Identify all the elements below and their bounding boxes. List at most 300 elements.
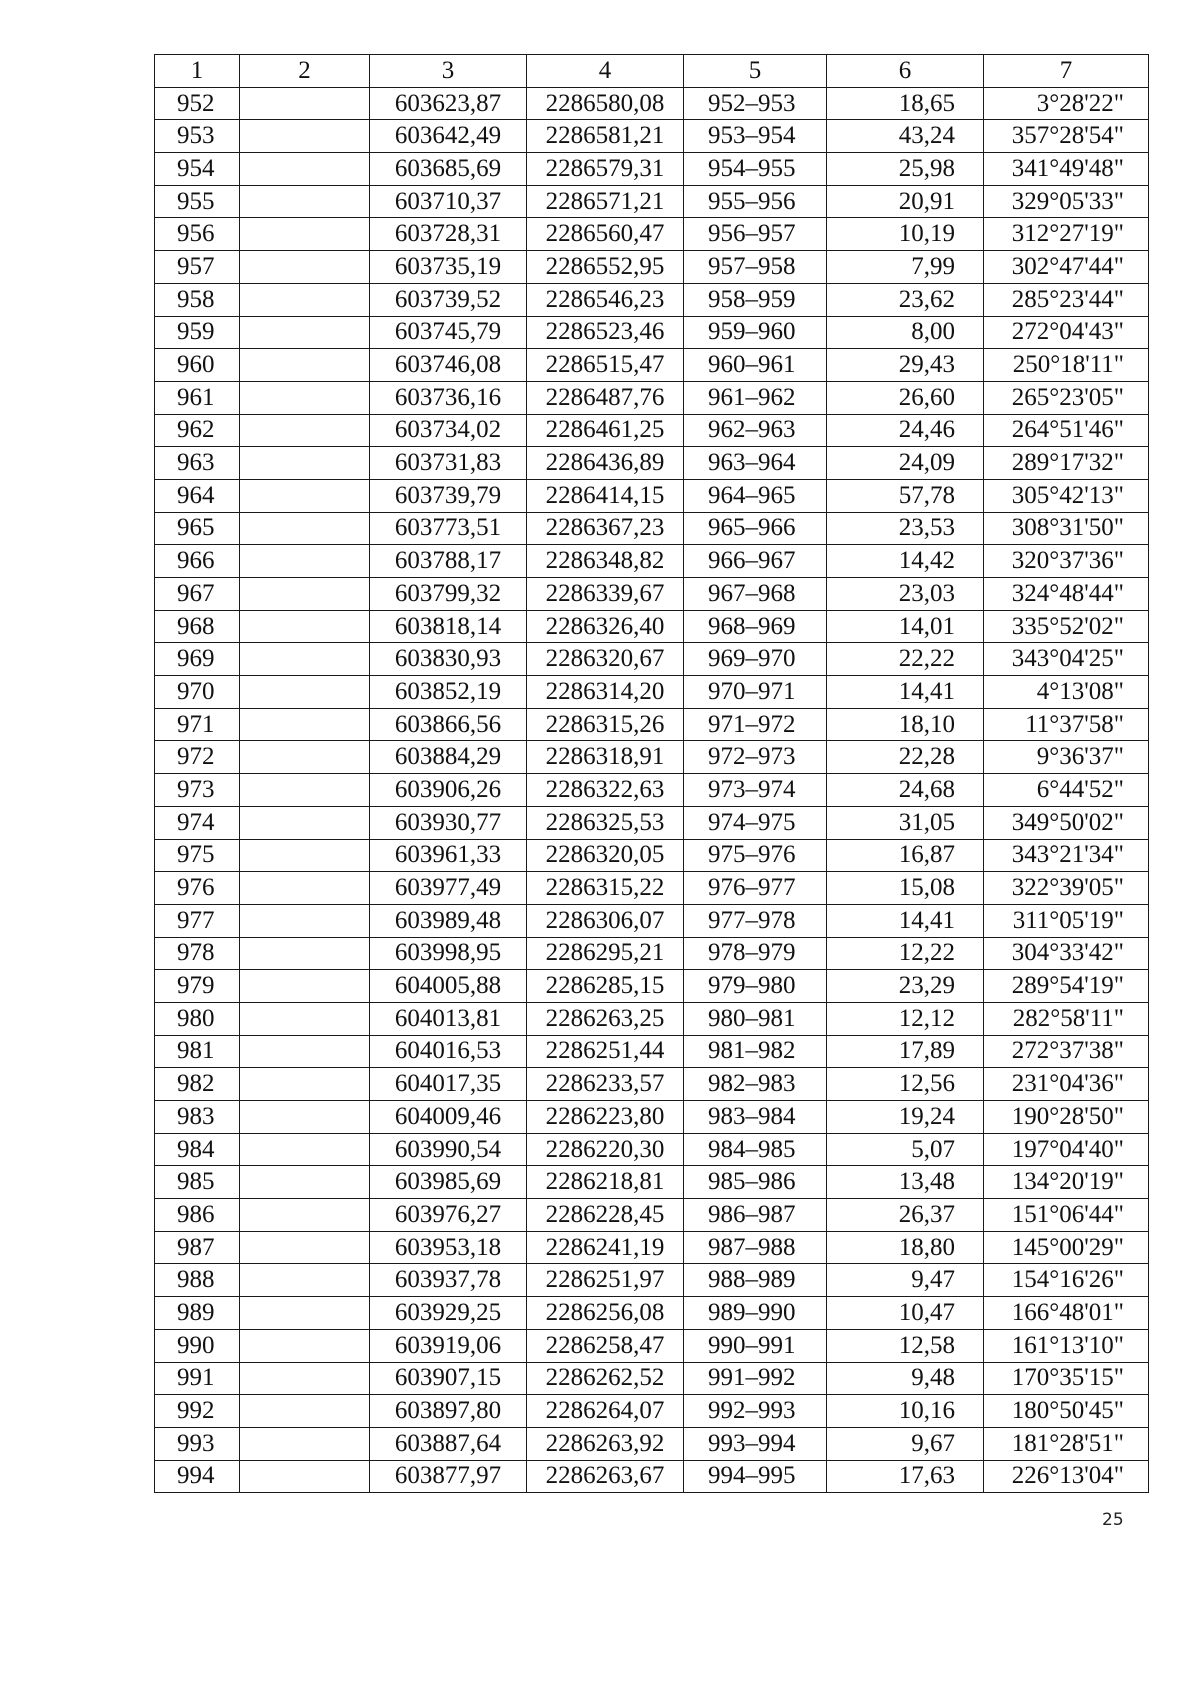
x-coordinate-cell: 603998,95	[370, 937, 527, 970]
x-coordinate-cell: 603852,19	[370, 676, 527, 709]
bearing-cell: 231°04'36"	[984, 1068, 1149, 1101]
bearing-cell: 197°04'40"	[984, 1133, 1149, 1166]
y-coordinate-cell: 2286264,07	[527, 1395, 684, 1428]
table-row	[155, 1264, 1149, 1297]
y-coordinate-cell: 2286461,25	[527, 414, 684, 447]
bearing-cell: 311°05'19"	[984, 904, 1149, 937]
point-number-cell: 965	[155, 512, 240, 545]
y-coordinate-cell: 2286262,52	[527, 1362, 684, 1395]
point-number-cell: 972	[155, 741, 240, 774]
segment-cell: 958–959	[684, 283, 827, 316]
distance-cell: 24,46	[827, 414, 984, 447]
point-number-cell: 982	[155, 1068, 240, 1101]
table-row	[155, 316, 1149, 349]
table-row	[155, 1002, 1149, 1035]
point-name-cell	[240, 676, 370, 709]
segment-cell: 964–965	[684, 479, 827, 512]
x-coordinate-cell: 603919,06	[370, 1329, 527, 1362]
segment-cell: 991–992	[684, 1362, 827, 1395]
x-coordinate-cell: 603985,69	[370, 1166, 527, 1199]
column-header: 4	[527, 55, 684, 88]
segment-cell: 965–966	[684, 512, 827, 545]
x-coordinate-cell: 603953,18	[370, 1231, 527, 1264]
column-header: 5	[684, 55, 827, 88]
bearing-cell: 322°39'05"	[984, 872, 1149, 905]
point-name-cell	[240, 872, 370, 905]
distance-cell: 20,91	[827, 185, 984, 218]
y-coordinate-cell: 2286315,26	[527, 708, 684, 741]
segment-cell: 955–956	[684, 185, 827, 218]
segment-cell: 973–974	[684, 774, 827, 807]
point-name-cell	[240, 1395, 370, 1428]
distance-cell: 12,56	[827, 1068, 984, 1101]
point-name-cell	[240, 1362, 370, 1395]
point-number-cell: 960	[155, 349, 240, 382]
bearing-cell: 151°06'44"	[984, 1199, 1149, 1232]
point-name-cell	[240, 1199, 370, 1232]
point-number-cell: 977	[155, 904, 240, 937]
segment-cell: 978–979	[684, 937, 827, 970]
point-number-cell: 983	[155, 1101, 240, 1134]
distance-cell: 14,01	[827, 610, 984, 643]
point-number-cell: 991	[155, 1362, 240, 1395]
table-row	[155, 839, 1149, 872]
table-row	[155, 414, 1149, 447]
x-coordinate-cell: 603977,49	[370, 872, 527, 905]
bearing-cell: 4°13'08"	[984, 676, 1149, 709]
point-number-cell: 953	[155, 120, 240, 153]
segment-cell: 976–977	[684, 872, 827, 905]
distance-cell: 10,19	[827, 218, 984, 251]
y-coordinate-cell: 2286552,95	[527, 251, 684, 284]
point-name-cell	[240, 610, 370, 643]
table-row	[155, 1101, 1149, 1134]
point-number-cell: 986	[155, 1199, 240, 1232]
page-number: 25	[1102, 1510, 1124, 1530]
table-row	[155, 185, 1149, 218]
table-row	[155, 1133, 1149, 1166]
distance-cell: 14,41	[827, 904, 984, 937]
point-number-cell: 957	[155, 251, 240, 284]
bearing-cell: 134°20'19"	[984, 1166, 1149, 1199]
y-coordinate-cell: 2286251,44	[527, 1035, 684, 1068]
y-coordinate-cell: 2286487,76	[527, 381, 684, 414]
y-coordinate-cell: 2286241,19	[527, 1231, 684, 1264]
column-header: 7	[984, 55, 1149, 88]
point-number-cell: 973	[155, 774, 240, 807]
segment-cell: 966–967	[684, 545, 827, 578]
table-row	[155, 774, 1149, 807]
point-name-cell	[240, 1133, 370, 1166]
segment-cell: 981–982	[684, 1035, 827, 1068]
bearing-cell: 226°13'04"	[984, 1460, 1149, 1493]
y-coordinate-cell: 2286320,67	[527, 643, 684, 676]
y-coordinate-cell: 2286315,22	[527, 872, 684, 905]
point-name-cell	[240, 120, 370, 153]
point-number-cell: 984	[155, 1133, 240, 1166]
segment-cell: 962–963	[684, 414, 827, 447]
distance-cell: 57,78	[827, 479, 984, 512]
table-row	[155, 610, 1149, 643]
table-row	[155, 120, 1149, 153]
distance-cell: 26,37	[827, 1199, 984, 1232]
distance-cell: 23,53	[827, 512, 984, 545]
table-row	[155, 1166, 1149, 1199]
y-coordinate-cell: 2286295,21	[527, 937, 684, 970]
segment-cell: 970–971	[684, 676, 827, 709]
segment-cell: 979–980	[684, 970, 827, 1003]
distance-cell: 10,47	[827, 1297, 984, 1330]
bearing-cell: 6°44'52"	[984, 774, 1149, 807]
point-name-cell	[240, 806, 370, 839]
point-name-cell	[240, 1427, 370, 1460]
segment-cell: 989–990	[684, 1297, 827, 1330]
bearing-cell: 250°18'11"	[984, 349, 1149, 382]
point-name-cell	[240, 479, 370, 512]
distance-cell: 22,28	[827, 741, 984, 774]
bearing-cell: 181°28'51"	[984, 1427, 1149, 1460]
distance-cell: 8,00	[827, 316, 984, 349]
segment-cell: 968–969	[684, 610, 827, 643]
x-coordinate-cell: 603877,97	[370, 1460, 527, 1493]
x-coordinate-cell: 603929,25	[370, 1297, 527, 1330]
segment-cell: 994–995	[684, 1460, 827, 1493]
bearing-cell: 145°00'29"	[984, 1231, 1149, 1264]
table-header-row	[155, 55, 1149, 88]
y-coordinate-cell: 2286523,46	[527, 316, 684, 349]
point-name-cell	[240, 381, 370, 414]
point-number-cell: 958	[155, 283, 240, 316]
distance-cell: 43,24	[827, 120, 984, 153]
x-coordinate-cell: 603990,54	[370, 1133, 527, 1166]
segment-cell: 959–960	[684, 316, 827, 349]
segment-cell: 992–993	[684, 1395, 827, 1428]
point-number-cell: 971	[155, 708, 240, 741]
bearing-cell: 285°23'44"	[984, 283, 1149, 316]
point-name-cell	[240, 904, 370, 937]
point-name-cell	[240, 447, 370, 480]
y-coordinate-cell: 2286546,23	[527, 283, 684, 316]
y-coordinate-cell: 2286258,47	[527, 1329, 684, 1362]
point-name-cell	[240, 839, 370, 872]
point-name-cell	[240, 218, 370, 251]
x-coordinate-cell: 603930,77	[370, 806, 527, 839]
bearing-cell: 304°33'42"	[984, 937, 1149, 970]
table-row	[155, 1199, 1149, 1232]
y-coordinate-cell: 2286306,07	[527, 904, 684, 937]
y-coordinate-cell: 2286414,15	[527, 479, 684, 512]
bearing-cell: 180°50'45"	[984, 1395, 1149, 1428]
x-coordinate-cell: 603799,32	[370, 578, 527, 611]
distance-cell: 23,62	[827, 283, 984, 316]
bearing-cell: 190°28'50"	[984, 1101, 1149, 1134]
segment-cell: 987–988	[684, 1231, 827, 1264]
distance-cell: 12,12	[827, 1002, 984, 1035]
point-name-cell	[240, 643, 370, 676]
x-coordinate-cell: 603906,26	[370, 774, 527, 807]
point-number-cell: 990	[155, 1329, 240, 1362]
x-coordinate-cell: 603734,02	[370, 414, 527, 447]
y-coordinate-cell: 2286285,15	[527, 970, 684, 1003]
point-number-cell: 954	[155, 153, 240, 186]
table-row	[155, 87, 1149, 120]
distance-cell: 12,22	[827, 937, 984, 970]
distance-cell: 24,09	[827, 447, 984, 480]
y-coordinate-cell: 2286579,31	[527, 153, 684, 186]
point-number-cell: 961	[155, 381, 240, 414]
x-coordinate-cell: 603745,79	[370, 316, 527, 349]
distance-cell: 9,67	[827, 1427, 984, 1460]
point-name-cell	[240, 512, 370, 545]
table-row	[155, 1035, 1149, 1068]
distance-cell: 25,98	[827, 153, 984, 186]
table-row	[155, 218, 1149, 251]
distance-cell: 23,03	[827, 578, 984, 611]
bearing-cell: 357°28'54"	[984, 120, 1149, 153]
distance-cell: 7,99	[827, 251, 984, 284]
x-coordinate-cell: 603887,64	[370, 1427, 527, 1460]
x-coordinate-cell: 603728,31	[370, 218, 527, 251]
segment-cell: 990–991	[684, 1329, 827, 1362]
table-row	[155, 512, 1149, 545]
x-coordinate-cell: 604013,81	[370, 1002, 527, 1035]
point-number-cell: 989	[155, 1297, 240, 1330]
table-row	[155, 153, 1149, 186]
point-number-cell: 963	[155, 447, 240, 480]
point-name-cell	[240, 1231, 370, 1264]
point-name-cell	[240, 87, 370, 120]
bearing-cell: 265°23'05"	[984, 381, 1149, 414]
y-coordinate-cell: 2286314,20	[527, 676, 684, 709]
table-row	[155, 545, 1149, 578]
segment-cell: 980–981	[684, 1002, 827, 1035]
x-coordinate-cell: 603710,37	[370, 185, 527, 218]
point-number-cell: 981	[155, 1035, 240, 1068]
table-row	[155, 937, 1149, 970]
distance-cell: 15,08	[827, 872, 984, 905]
bearing-cell: 289°54'19"	[984, 970, 1149, 1003]
bearing-cell: 308°31'50"	[984, 512, 1149, 545]
point-number-cell: 962	[155, 414, 240, 447]
point-number-cell: 985	[155, 1166, 240, 1199]
column-header: 3	[370, 55, 527, 88]
x-coordinate-cell: 604005,88	[370, 970, 527, 1003]
y-coordinate-cell: 2286560,47	[527, 218, 684, 251]
point-number-cell: 966	[155, 545, 240, 578]
point-number-cell: 955	[155, 185, 240, 218]
point-number-cell: 976	[155, 872, 240, 905]
table-row	[155, 479, 1149, 512]
segment-cell: 961–962	[684, 381, 827, 414]
point-number-cell: 964	[155, 479, 240, 512]
bearing-cell: 264°51'46"	[984, 414, 1149, 447]
table-row	[155, 1297, 1149, 1330]
bearing-cell: 170°35'15"	[984, 1362, 1149, 1395]
x-coordinate-cell: 603818,14	[370, 610, 527, 643]
point-number-cell: 980	[155, 1002, 240, 1035]
column-header: 1	[155, 55, 240, 88]
table-row	[155, 643, 1149, 676]
y-coordinate-cell: 2286318,91	[527, 741, 684, 774]
table-row	[155, 1362, 1149, 1395]
bearing-cell: 335°52'02"	[984, 610, 1149, 643]
bearing-cell: 312°27'19"	[984, 218, 1149, 251]
distance-cell: 13,48	[827, 1166, 984, 1199]
x-coordinate-cell: 604017,35	[370, 1068, 527, 1101]
x-coordinate-cell: 603884,29	[370, 741, 527, 774]
segment-cell: 972–973	[684, 741, 827, 774]
segment-cell: 983–984	[684, 1101, 827, 1134]
point-name-cell	[240, 578, 370, 611]
bearing-cell: 349°50'02"	[984, 806, 1149, 839]
distance-cell: 29,43	[827, 349, 984, 382]
point-number-cell: 993	[155, 1427, 240, 1460]
segment-cell: 953–954	[684, 120, 827, 153]
point-name-cell	[240, 1035, 370, 1068]
y-coordinate-cell: 2286436,89	[527, 447, 684, 480]
table-row	[155, 970, 1149, 1003]
point-number-cell: 987	[155, 1231, 240, 1264]
segment-cell: 982–983	[684, 1068, 827, 1101]
distance-cell: 9,47	[827, 1264, 984, 1297]
table-row	[155, 1460, 1149, 1493]
bearing-cell: 272°04'43"	[984, 316, 1149, 349]
point-name-cell	[240, 970, 370, 1003]
y-coordinate-cell: 2286220,30	[527, 1133, 684, 1166]
table-row	[155, 381, 1149, 414]
segment-cell: 960–961	[684, 349, 827, 382]
point-number-cell: 969	[155, 643, 240, 676]
x-coordinate-cell: 603830,93	[370, 643, 527, 676]
segment-cell: 967–968	[684, 578, 827, 611]
segment-cell: 963–964	[684, 447, 827, 480]
distance-cell: 24,68	[827, 774, 984, 807]
table-row	[155, 806, 1149, 839]
point-name-cell	[240, 1101, 370, 1134]
table-row	[155, 283, 1149, 316]
point-number-cell: 979	[155, 970, 240, 1003]
x-coordinate-cell: 603623,87	[370, 87, 527, 120]
segment-cell: 956–957	[684, 218, 827, 251]
bearing-cell: 343°21'34"	[984, 839, 1149, 872]
distance-cell: 23,29	[827, 970, 984, 1003]
bearing-cell: 166°48'01"	[984, 1297, 1149, 1330]
point-name-cell	[240, 1166, 370, 1199]
table-row	[155, 1329, 1149, 1362]
x-coordinate-cell: 604009,46	[370, 1101, 527, 1134]
distance-cell: 26,60	[827, 381, 984, 414]
point-number-cell: 967	[155, 578, 240, 611]
distance-cell: 17,63	[827, 1460, 984, 1493]
bearing-cell: 11°37'58"	[984, 708, 1149, 741]
table-row	[155, 578, 1149, 611]
distance-cell: 22,22	[827, 643, 984, 676]
y-coordinate-cell: 2286228,45	[527, 1199, 684, 1232]
bearing-cell: 272°37'38"	[984, 1035, 1149, 1068]
table-row	[155, 741, 1149, 774]
y-coordinate-cell: 2286263,92	[527, 1427, 684, 1460]
table-row	[155, 904, 1149, 937]
x-coordinate-cell: 603685,69	[370, 153, 527, 186]
table-row	[155, 447, 1149, 480]
table-row	[155, 872, 1149, 905]
point-name-cell	[240, 774, 370, 807]
x-coordinate-cell: 603937,78	[370, 1264, 527, 1297]
point-name-cell	[240, 937, 370, 970]
segment-cell: 988–989	[684, 1264, 827, 1297]
point-name-cell	[240, 1068, 370, 1101]
bearing-cell: 9°36'37"	[984, 741, 1149, 774]
point-name-cell	[240, 741, 370, 774]
segment-cell: 975–976	[684, 839, 827, 872]
point-name-cell	[240, 414, 370, 447]
distance-cell: 17,89	[827, 1035, 984, 1068]
point-number-cell: 974	[155, 806, 240, 839]
point-name-cell	[240, 251, 370, 284]
point-name-cell	[240, 316, 370, 349]
x-coordinate-cell: 603739,52	[370, 283, 527, 316]
segment-cell: 986–987	[684, 1199, 827, 1232]
x-coordinate-cell: 603961,33	[370, 839, 527, 872]
point-name-cell	[240, 1460, 370, 1493]
y-coordinate-cell: 2286322,63	[527, 774, 684, 807]
x-coordinate-cell: 603773,51	[370, 512, 527, 545]
y-coordinate-cell: 2286515,47	[527, 349, 684, 382]
y-coordinate-cell: 2286325,53	[527, 806, 684, 839]
bearing-cell: 282°58'11"	[984, 1002, 1149, 1035]
point-number-cell: 978	[155, 937, 240, 970]
table-row	[155, 349, 1149, 382]
column-header: 6	[827, 55, 984, 88]
distance-cell: 5,07	[827, 1133, 984, 1166]
segment-cell: 984–985	[684, 1133, 827, 1166]
bearing-cell: 305°42'13"	[984, 479, 1149, 512]
point-number-cell: 959	[155, 316, 240, 349]
x-coordinate-cell: 603897,80	[370, 1395, 527, 1428]
point-name-cell	[240, 349, 370, 382]
distance-cell: 18,10	[827, 708, 984, 741]
segment-cell: 977–978	[684, 904, 827, 937]
table-body	[155, 87, 1149, 1493]
x-coordinate-cell: 603746,08	[370, 349, 527, 382]
bearing-cell: 324°48'44"	[984, 578, 1149, 611]
point-number-cell: 968	[155, 610, 240, 643]
point-number-cell: 994	[155, 1460, 240, 1493]
y-coordinate-cell: 2286256,08	[527, 1297, 684, 1330]
distance-cell: 10,16	[827, 1395, 984, 1428]
y-coordinate-cell: 2286233,57	[527, 1068, 684, 1101]
y-coordinate-cell: 2286263,25	[527, 1002, 684, 1035]
point-number-cell: 992	[155, 1395, 240, 1428]
x-coordinate-cell: 603731,83	[370, 447, 527, 480]
segment-cell: 993–994	[684, 1427, 827, 1460]
y-coordinate-cell: 2286339,67	[527, 578, 684, 611]
segment-cell: 985–986	[684, 1166, 827, 1199]
x-coordinate-cell: 603788,17	[370, 545, 527, 578]
column-header: 2	[240, 55, 370, 88]
y-coordinate-cell: 2286218,81	[527, 1166, 684, 1199]
x-coordinate-cell: 603642,49	[370, 120, 527, 153]
distance-cell: 12,58	[827, 1329, 984, 1362]
y-coordinate-cell: 2286580,08	[527, 87, 684, 120]
point-name-cell	[240, 1297, 370, 1330]
table-row	[155, 1068, 1149, 1101]
bearing-cell: 3°28'22"	[984, 87, 1149, 120]
y-coordinate-cell: 2286223,80	[527, 1101, 684, 1134]
bearing-cell: 343°04'25"	[984, 643, 1149, 676]
point-name-cell	[240, 1329, 370, 1362]
segment-cell: 957–958	[684, 251, 827, 284]
